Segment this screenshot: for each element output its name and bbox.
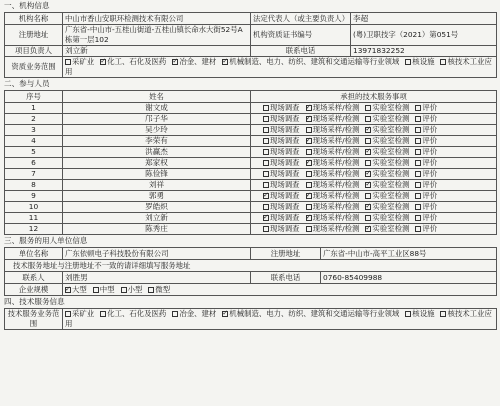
staff-item-check[interactable]: [263, 116, 269, 122]
staff-item-check[interactable]: [306, 116, 312, 122]
staff-item-check[interactable]: [415, 215, 421, 221]
org-addr-value: 广东省-中山市-五桂山街道-五桂山镇长命水大街52号A栋第一层102: [63, 25, 251, 46]
staff-item-label: 现场调查: [270, 224, 300, 233]
staff-item-check[interactable]: [365, 138, 371, 144]
staff-no: 7: [5, 169, 63, 180]
staff-item-label: 评价: [422, 213, 438, 222]
staff-row: [5, 191, 497, 202]
staff-name: 洪赢杰: [63, 147, 251, 158]
staff-item-check[interactable]: [415, 105, 421, 111]
staff-no: 5: [5, 147, 63, 158]
staff-item-label: 评价: [422, 136, 438, 145]
client-size-options: ✓ 大型 中型 小型 微型: [63, 284, 497, 296]
staff-name: 谢文成: [63, 103, 251, 114]
staff-col-name: 姓名: [63, 91, 251, 103]
staff-item-check[interactable]: [263, 105, 269, 111]
staff-item-label: 实验室检测: [372, 169, 410, 178]
staff-item-label: 实验室检测: [372, 136, 410, 145]
staff-item-label: 评价: [422, 191, 438, 200]
staff-no: 1: [5, 103, 63, 114]
staff-items: [251, 180, 497, 191]
staff-item-label: 现场调查: [270, 114, 300, 123]
client-phone-label: 联系电话: [251, 272, 321, 284]
staff-item-check[interactable]: [415, 138, 421, 144]
staff-row: [5, 125, 497, 136]
staff-item-label: 现场调查: [270, 147, 300, 156]
client-mismatch-label: 技术服务地址与注册地址不一致的请详细填写服务地址: [5, 260, 497, 272]
org-scope-label: 资质业务范围: [5, 57, 63, 78]
staff-row: [5, 169, 497, 180]
staff-items: [251, 147, 497, 158]
org-pm-label: 项目负责人: [5, 46, 63, 57]
staff-item-check[interactable]: [365, 204, 371, 210]
org-scope-check-3[interactable]: [222, 59, 228, 65]
staff-item-check[interactable]: [263, 149, 269, 155]
org-rep-label: 法定代表人（或主要负责人）: [251, 13, 351, 25]
staff-item-label: 评价: [422, 125, 438, 134]
staff-row: [5, 158, 497, 169]
org-scope-options: 采矿业✓ 化工、石化及医药✓ 冶金、建材✓ 机械制造、电力、纺织、建筑和交通运输等行业领域 核设施 核技术工业应用: [63, 57, 497, 78]
org-name-label: 机构名称: [5, 13, 63, 25]
tech-scope-check-3[interactable]: [222, 311, 228, 317]
staff-item-label: 实验室检测: [372, 180, 410, 189]
staff-item-check[interactable]: [306, 171, 312, 177]
section-tech-title: 四、技术服务信息: [4, 297, 65, 306]
staff-no: 3: [5, 125, 63, 136]
staff-item-check[interactable]: [306, 127, 312, 133]
staff-table: [4, 90, 497, 235]
staff-item-check[interactable]: [415, 204, 421, 210]
client-unit-label: 单位名称: [5, 248, 63, 260]
org-addr-label: 注册地址: [5, 25, 63, 46]
org-scope-check-5[interactable]: [440, 59, 446, 65]
staff-item-check[interactable]: [365, 182, 371, 188]
staff-no: 11: [5, 213, 63, 224]
staff-item-label: 现场调查: [270, 213, 300, 222]
section-org-title: 一、机构信息: [4, 1, 50, 10]
staff-item-label: 现场调查: [270, 169, 300, 178]
staff-name: 邝子华: [63, 114, 251, 125]
staff-item-check[interactable]: [306, 193, 312, 199]
staff-item-label: 实验室检测: [372, 125, 410, 134]
staff-items: [251, 114, 497, 125]
staff-name: 陈秀庄: [63, 224, 251, 235]
staff-item-label: 评价: [422, 114, 438, 123]
staff-item-check[interactable]: [365, 127, 371, 133]
staff-item-label: 实验室检测: [372, 224, 410, 233]
staff-items: [251, 191, 497, 202]
staff-item-check[interactable]: [415, 171, 421, 177]
tech-scope-options: 采矿业 化工、石化及医药 冶金、建材✓ 机械制造、电力、纺织、建筑和交通运输等行业领域 核设施 核技术工业应用: [63, 309, 497, 330]
size-check-1[interactable]: [93, 287, 99, 293]
tech-scope-check-0[interactable]: [65, 311, 71, 317]
staff-item-check[interactable]: [415, 193, 421, 199]
client-addr-label: 注册地址: [251, 248, 321, 260]
tech-scope-check-5[interactable]: [440, 311, 446, 317]
staff-item-label: 评价: [422, 224, 438, 233]
staff-item-check[interactable]: [263, 171, 269, 177]
staff-row: [5, 114, 497, 125]
staff-item-check[interactable]: [306, 182, 312, 188]
org-cert-label: 机构资质证书编号: [251, 25, 351, 46]
client-phone-value: 0760-85409988: [321, 272, 497, 284]
staff-item-check[interactable]: [263, 215, 269, 221]
staff-item-check[interactable]: [306, 215, 312, 221]
org-phone-value: 13971832252: [351, 46, 497, 57]
staff-name: 郭勇: [63, 191, 251, 202]
staff-no: 8: [5, 180, 63, 191]
staff-item-label: 现场调查: [270, 202, 300, 211]
client-contact-value: 刘胜男: [63, 272, 251, 284]
staff-item-check[interactable]: [306, 226, 312, 232]
org-pm-value: 刘立新: [63, 46, 251, 57]
staff-name: 李荣有: [63, 136, 251, 147]
staff-items: [251, 136, 497, 147]
staff-item-label: 现场采样/检测: [312, 224, 360, 233]
staff-item-check[interactable]: [415, 226, 421, 232]
staff-item-label: 评价: [422, 103, 438, 112]
staff-no: 9: [5, 191, 63, 202]
staff-col-no: 序号: [5, 91, 63, 103]
org-scope-check-2[interactable]: [172, 59, 178, 65]
staff-item-label: 实验室检测: [372, 202, 410, 211]
staff-items: [251, 224, 497, 235]
staff-no: 4: [5, 136, 63, 147]
staff-item-label: 现场采样/检测: [312, 213, 360, 222]
staff-items: [251, 169, 497, 180]
staff-row: [5, 202, 497, 213]
staff-row: [5, 180, 497, 191]
staff-item-check[interactable]: [365, 171, 371, 177]
staff-item-check[interactable]: [263, 193, 269, 199]
staff-item-label: 评价: [422, 169, 438, 178]
staff-row: [5, 213, 497, 224]
staff-item-check[interactable]: [365, 105, 371, 111]
staff-item-label: 现场采样/检测: [312, 103, 360, 112]
staff-item-label: 现场采样/检测: [312, 180, 360, 189]
staff-item-label: 评价: [422, 158, 438, 167]
size-check-0[interactable]: [65, 287, 71, 293]
client-size-label: 企业规模: [5, 284, 63, 296]
section-client-title: 三、服务的用人单位信息: [4, 236, 88, 245]
staff-row: [5, 136, 497, 147]
staff-item-label: 现场调查: [270, 103, 300, 112]
staff-item-label: 实验室检测: [372, 103, 410, 112]
staff-item-check[interactable]: [365, 160, 371, 166]
staff-no: 12: [5, 224, 63, 235]
staff-name: 罗皓炽: [63, 202, 251, 213]
staff-item-label: 现场采样/检测: [312, 191, 360, 200]
staff-items: [251, 158, 497, 169]
staff-row: [5, 103, 497, 114]
size-check-2[interactable]: [121, 287, 127, 293]
staff-item-check[interactable]: [365, 149, 371, 155]
staff-item-label: 现场调查: [270, 158, 300, 167]
staff-item-check[interactable]: [306, 160, 312, 166]
staff-item-check[interactable]: [263, 160, 269, 166]
staff-item-check[interactable]: [263, 138, 269, 144]
staff-name: 陈俭锋: [63, 169, 251, 180]
staff-item-check[interactable]: [306, 138, 312, 144]
staff-item-check[interactable]: [365, 116, 371, 122]
staff-item-label: 实验室检测: [372, 114, 410, 123]
tech-scope-label: 技术服务业务范围: [5, 309, 63, 330]
staff-item-check[interactable]: [415, 127, 421, 133]
staff-item-label: 现场采样/检测: [312, 114, 360, 123]
staff-items: [251, 202, 497, 213]
size-check-3[interactable]: [148, 287, 154, 293]
staff-item-check[interactable]: [263, 204, 269, 210]
staff-row: [5, 224, 497, 235]
staff-item-check[interactable]: [306, 149, 312, 155]
org-scope-check-0[interactable]: [65, 59, 71, 65]
staff-rows: [5, 103, 497, 235]
org-scope-check-1[interactable]: [100, 59, 106, 65]
staff-row: [5, 147, 497, 158]
staff-item-label: 评价: [422, 180, 438, 189]
staff-item-check[interactable]: [415, 182, 421, 188]
staff-item-check[interactable]: [365, 193, 371, 199]
staff-name: 吴少玲: [63, 125, 251, 136]
staff-name: 刘祥: [63, 180, 251, 191]
staff-item-label: 评价: [422, 202, 438, 211]
staff-item-label: 实验室检测: [372, 147, 410, 156]
staff-no: 6: [5, 158, 63, 169]
staff-item-label: 现场采样/检测: [312, 136, 360, 145]
org-cert-value: (粤)卫职技字（2021）第051号: [351, 25, 497, 46]
staff-item-label: 现场采样/检测: [312, 125, 360, 134]
staff-item-check[interactable]: [263, 226, 269, 232]
staff-no: 10: [5, 202, 63, 213]
staff-item-label: 现场采样/检测: [312, 147, 360, 156]
staff-item-check[interactable]: [415, 149, 421, 155]
tech-scope-check-4[interactable]: [405, 311, 411, 317]
staff-items: [251, 103, 497, 114]
staff-item-label: 现场调查: [270, 125, 300, 134]
staff-name: 郑家权: [63, 158, 251, 169]
staff-col-items: 承担的技术服务事项: [251, 91, 497, 103]
staff-item-check[interactable]: [365, 215, 371, 221]
org-rep-value: 李超: [351, 13, 497, 25]
staff-item-check[interactable]: [415, 160, 421, 166]
staff-item-label: 现场调查: [270, 191, 300, 200]
staff-item-label: 评价: [422, 147, 438, 156]
staff-item-label: 实验室检测: [372, 213, 410, 222]
org-name-value: 中山市香山安职环检测技术有限公司: [63, 13, 251, 25]
client-addr-value: 广东省-中山市-高平工业区88号: [321, 248, 497, 260]
staff-item-check[interactable]: [306, 204, 312, 210]
tech-scope-check-2[interactable]: [172, 311, 178, 317]
staff-item-check[interactable]: [415, 116, 421, 122]
staff-no: 2: [5, 114, 63, 125]
staff-item-label: 实验室检测: [372, 158, 410, 167]
client-contact-label: 联系人: [5, 272, 63, 284]
staff-name: 刘立新: [63, 213, 251, 224]
staff-item-label: 现场采样/检测: [312, 169, 360, 178]
staff-items: [251, 213, 497, 224]
tech-scope-check-1[interactable]: [100, 311, 106, 317]
staff-item-label: 现场调查: [270, 180, 300, 189]
staff-item-label: 现场调查: [270, 136, 300, 145]
tech-table: [4, 308, 497, 330]
staff-item-check[interactable]: [306, 105, 312, 111]
staff-item-check[interactable]: [365, 226, 371, 232]
staff-item-label: 现场采样/检测: [312, 202, 360, 211]
staff-item-label: 现场采样/检测: [312, 158, 360, 167]
org-table: [4, 12, 497, 78]
staff-item-check[interactable]: [263, 182, 269, 188]
org-phone-label: 联系电话: [251, 46, 351, 57]
section-staff-title: 二、参与人员: [4, 79, 50, 88]
staff-item-check[interactable]: [263, 127, 269, 133]
staff-items: [251, 125, 497, 136]
org-scope-check-4[interactable]: [405, 59, 411, 65]
client-unit-value: 广东依顿电子科技股份有限公司: [63, 248, 251, 260]
client-table: [4, 247, 497, 296]
staff-item-label: 实验室检测: [372, 191, 410, 200]
